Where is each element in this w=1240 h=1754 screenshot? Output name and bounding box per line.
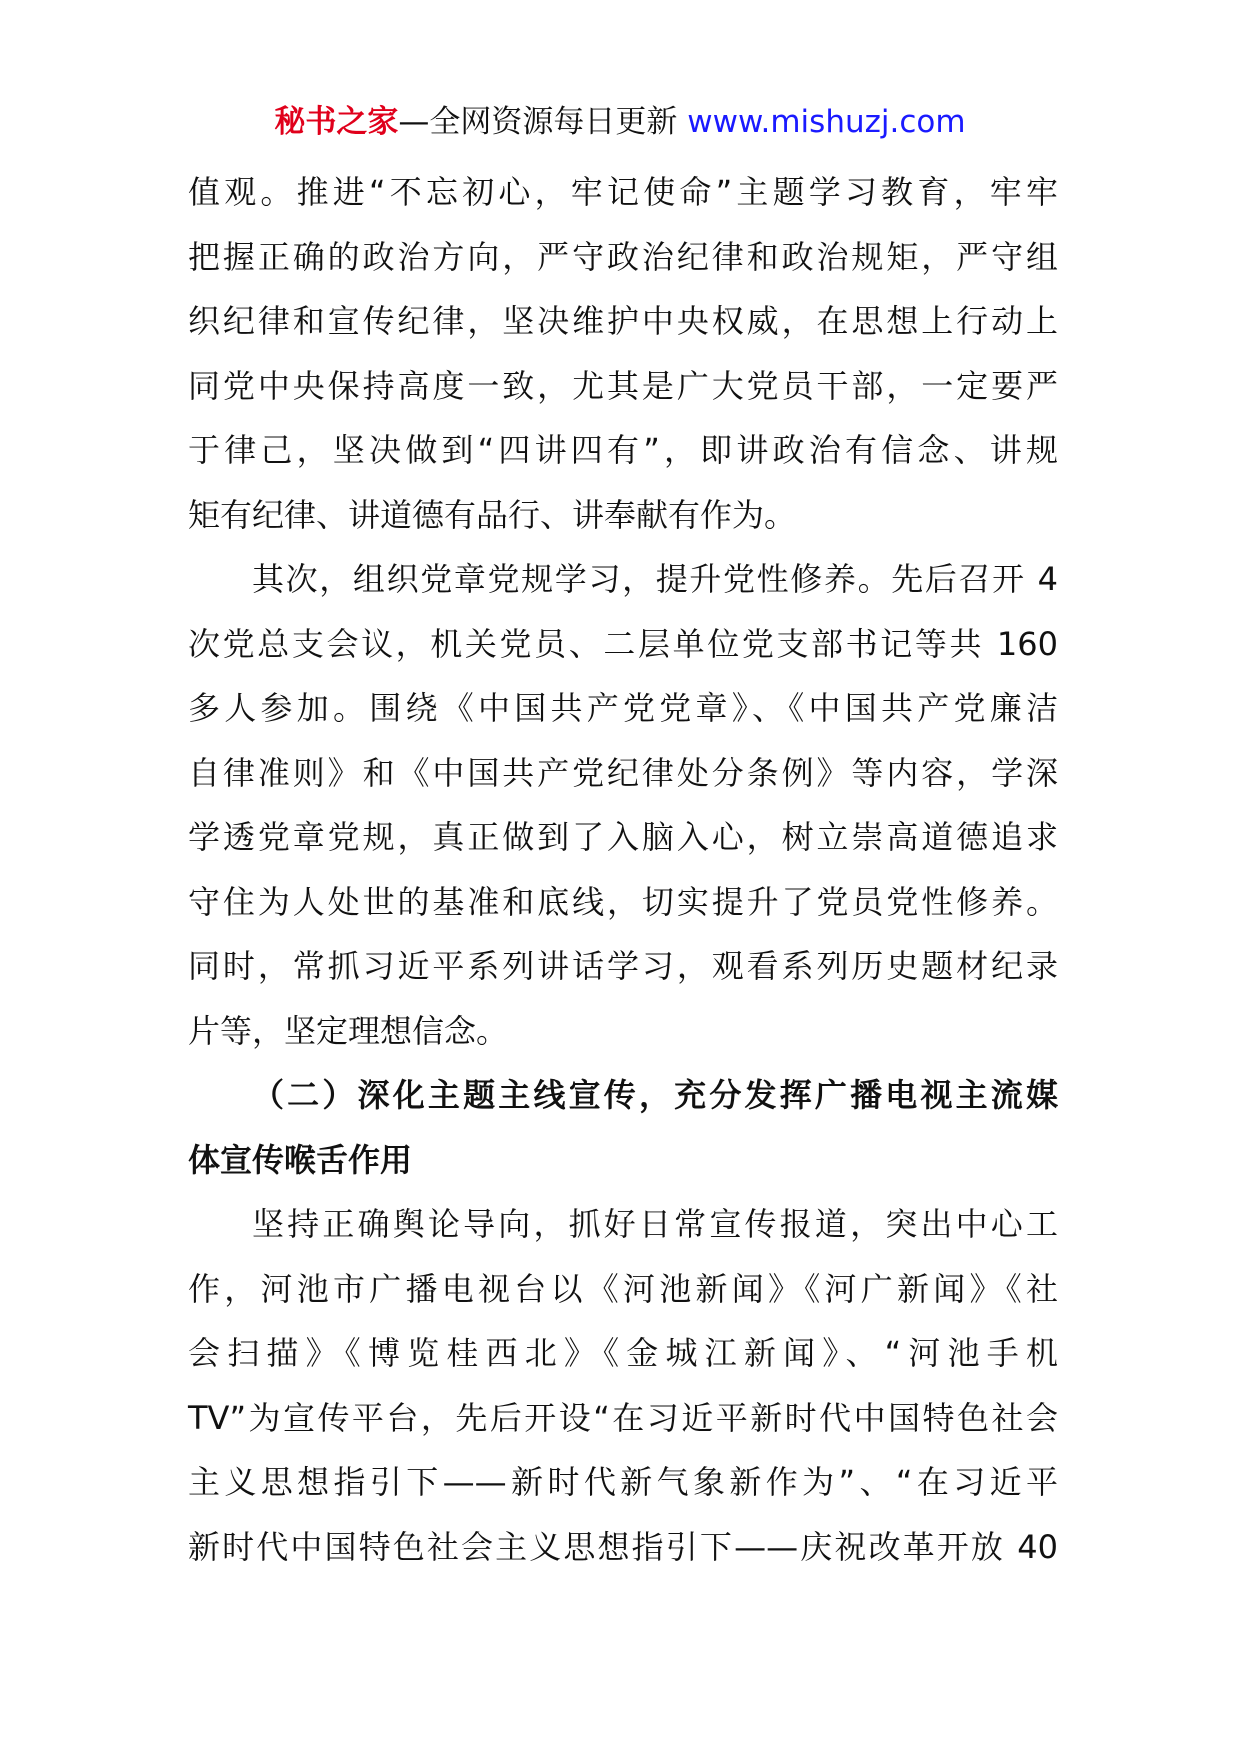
site-brand: 秘书之家 (274, 104, 399, 140)
text-line: 新时代中国特色社会主义思想指引下——庆祝改革开放 40 (188, 1527, 1058, 1566)
section-heading: （二）深化主题主线宣传，充分发挥广播电视主流媒 (252, 1076, 1058, 1114)
text-line: 作，河池市广播电视台以《河池新闻》《河广新闻》《社 (188, 1269, 1058, 1308)
paragraph-start-line: 其次，组织党章党规学习，提升党性修养。先后召开 4 (252, 560, 1058, 598)
site-tagline: —全网资源每日更新 (398, 104, 678, 140)
text-line: 同时，常抓习近平系列讲话学习，观看系列历史题材纪录 (188, 947, 1058, 985)
text-line: 自律准则》和《中国共产党纪律处分条例》等内容，学深 (188, 753, 1058, 792)
text-line: 会扫描》《博览桂西北》《金城江新闻》、“河池手机 (188, 1334, 1058, 1372)
text-line: 片等，坚定理想信念。 (188, 1011, 509, 1050)
text-line: 同党中央保持高度一致，尤其是广大党员干部，一定要严 (188, 366, 1058, 405)
site-url-link[interactable]: www.mishuzj.com (687, 104, 966, 140)
text-line: 于律己，坚决做到“四讲四有”，即讲政治有信念、讲规 (188, 431, 1058, 469)
text-line: 守住为人处世的基准和底线，切实提升了党员党性修养。 (188, 882, 1058, 921)
paragraph-start-line: 坚持正确舆论导向，抓好日常宣传报道，突出中心工 (252, 1205, 1058, 1243)
text-line: 把握正确的政治方向，严守政治纪律和政治规矩，严守组 (188, 237, 1058, 276)
text-line: 多人参加。围绕《中国共产党党章》、《中国共产党廉洁 (188, 689, 1058, 727)
text-line: TV”为宣传平台，先后开设“在习近平新时代中国特色社会 (188, 1398, 1058, 1437)
section-heading-continued: 体宣传喉舌作用 (188, 1140, 413, 1179)
text-line: 学透党章党规，真正做到了入脑入心，树立崇高道德追求 (188, 818, 1058, 856)
text-line: 主义思想指引下——新时代新气象新作为”、“在习近平 (188, 1463, 1058, 1501)
text-line: 次党总支会议，机关党员、二层单位党支部书记等共 160 (188, 624, 1058, 663)
text-line: 矩有纪律、讲道德有品行、讲奉献有作为。 (188, 495, 797, 534)
text-line: 值观。推进“不忘初心，牢记使命”主题学习教育，牢牢 (188, 173, 1058, 211)
site-header (0, 100, 1240, 144)
document-body (188, 160, 1058, 1579)
text-line: 织纪律和宣传纪律，坚决维护中央权威，在思想上行动上 (188, 302, 1058, 340)
